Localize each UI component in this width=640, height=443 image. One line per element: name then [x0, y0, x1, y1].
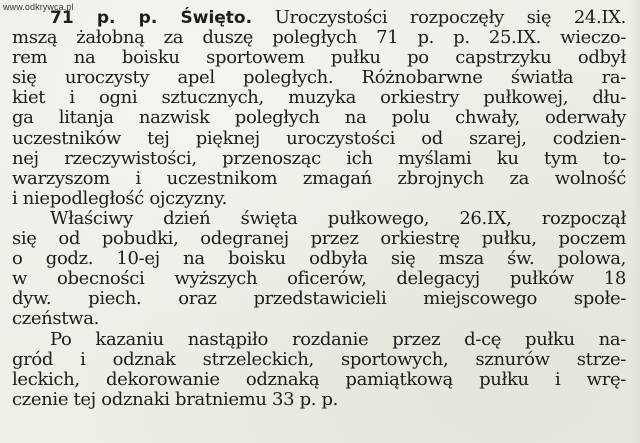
article-line: dyw. piech. oraz przedstawicieli miejscowego społe-	[12, 288, 626, 310]
article-line: uczestników tej pięknej uroczystości od szarej, codzien-	[12, 127, 626, 149]
article-line: i niepodległość ojczyzny.	[12, 187, 227, 209]
line-text: Uroczystości rozpoczęły się 24.IX.	[274, 7, 626, 28]
article-line: czenie tej odznaki bratniemu 33 p. p.	[12, 388, 339, 410]
article-line: nej rzeczywistości, przenosząc ich myślami ku tym to-	[12, 147, 626, 169]
article-heading: 71 p. p. Święto.	[50, 8, 253, 28]
article-line: czeństwa.	[12, 308, 99, 330]
article-body	[12, 8, 626, 410]
article-line: się uroczysty apel poległych. Różnobarwne światła ra-	[12, 67, 626, 89]
watermark: www.odkrywca.pl	[3, 2, 74, 12]
article-line: leckich, dekorowanie odznaką pamiątkową pułku i wrę-	[12, 368, 626, 390]
article-line: gród i odznak strzeleckich, sportowych, sznurów strze-	[12, 348, 626, 370]
article-line: mszą żałobną za duszę poległych 71 p. p. 25.IX. wieczo-	[12, 27, 626, 49]
article-line: kiet i ogni sztucznych, muzyka orkiestry pułkowej, dłu-	[12, 87, 626, 109]
article-line: rem na boisku sportowem pułku po capstrzyku odbył	[12, 47, 626, 69]
article-line: warzyszom i uczestnikom zmagań zbrojnych za wolność	[12, 167, 626, 189]
article-line	[12, 8, 626, 28]
article-line: w obecności wyższych oficerów, delegacyj pułków 18	[12, 268, 626, 290]
article-line: Po kazaniu nastąpiło rozdanie przez d-cę pułku na-	[50, 328, 626, 350]
article-line: Właściwy dzień święta pułkowego, 26.IX, rozpoczął	[50, 207, 626, 229]
article-line: się od pobudki, odegranej przez orkiestrę pułku, poczem	[12, 228, 626, 250]
article-line: ga litanja nazwisk poległych na polu chwały, oderwały	[12, 107, 626, 129]
article-line: o godz. 10-ej na boisku odbyła się msza św. polowa,	[12, 248, 626, 270]
page-edge-shadow	[630, 0, 640, 443]
